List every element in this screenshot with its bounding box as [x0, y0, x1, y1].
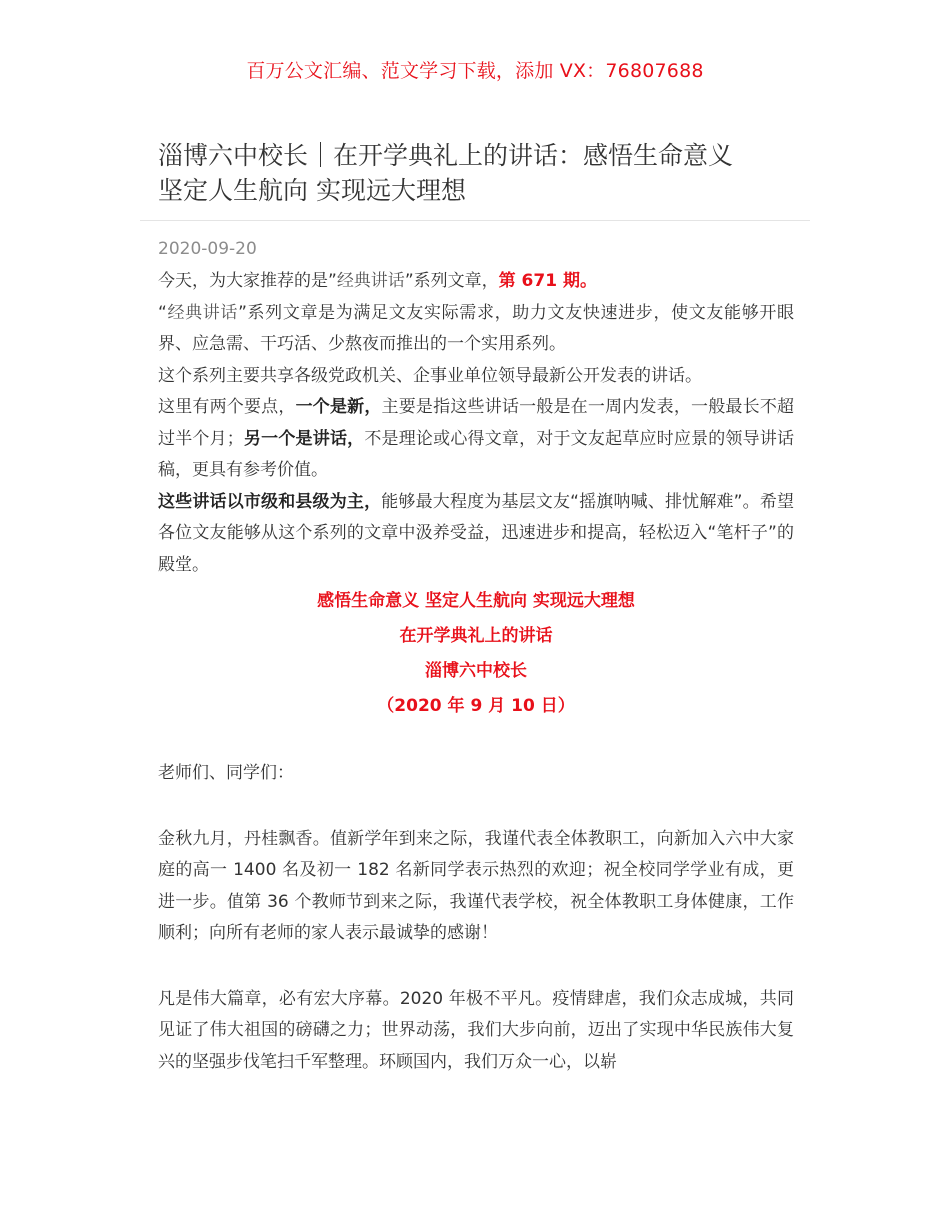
- intro-paragraph-5: [158, 487, 794, 582]
- issue-number: 第 671 期。: [498, 271, 597, 291]
- intro-p1-text-b: ”系列文章，: [404, 271, 499, 291]
- publish-date: 2020-09-20: [158, 239, 257, 259]
- speech-salutation: 老师们、同学们：: [158, 763, 294, 783]
- article-body: [158, 266, 794, 1078]
- article-title: [158, 138, 808, 208]
- intro-p2-text-b: ”系列文章是为满足文友实际需求，助力文友快速进步，使文友能够开眼界、应急需、干巧活、少熬夜而推出的一个实用系列。: [158, 302, 794, 354]
- spacer: [158, 790, 794, 824]
- intro-paragraph-3: 这个系列主要共享各级党政机关、企事业单位领导最新公开发表的讲话。: [158, 365, 702, 386]
- title-divider: [140, 220, 810, 221]
- series-name-2: 经典讲话: [166, 302, 239, 323]
- intro-p2-text-a: “: [158, 302, 167, 323]
- speech-occasion: 在开学典礼上的讲话: [399, 626, 553, 646]
- speech-heading: 感悟生命意义 坚定人生航向 实现远大理想: [317, 591, 635, 611]
- intro-paragraph-2: [158, 298, 794, 361]
- intro-p4-text-e: 不是理论或心得文章，对于文友起草应时应景的领导讲话稿，更具有参考价值。: [158, 428, 795, 480]
- intro-p4-text-c: 主要是指这些讲话一般是在一周内发表，一般最长不超过半个月；: [158, 397, 795, 449]
- promo-banner: 百万公文汇编、范文学习下载，添加 VX：76807688: [246, 60, 704, 82]
- intro-p5-bold: 这些讲话以市级和县级为主，: [158, 491, 382, 512]
- spacer: [158, 950, 794, 984]
- speech-paragraph-2: 凡是伟大篇章，必有宏大序幕。2020 年极不平凡。疫情肆虐，我们众志成城，共同见证了伟大祖国的磅礴之力；世界动荡，我们大步向前，迈出了实现中华民族伟大复兴的坚强步伐笔扫千军整理。环顾国内，我们万众一心，以崭: [158, 988, 794, 1072]
- speech-speaker: 淄博六中校长: [425, 661, 527, 681]
- intro-p4-bold-2: 另一个是讲话，: [243, 428, 365, 449]
- speech-date: （2020 年 9 月 10 日）: [377, 696, 575, 716]
- spacer: [158, 724, 794, 758]
- intro-p5-text: 能够最大程度为基层文友“摇旗呐喊、排忧解难”。希望各位文友能够从这个系列的文章中汲养受益，迅速进步和提高，轻松迈入“笔杆子”的殿堂。: [158, 491, 794, 575]
- article-title-line-2: 坚定人生航向 实现远大理想: [158, 176, 466, 205]
- intro-paragraph-1: [158, 266, 794, 298]
- article-title-line-1: 淄博六中校长｜在开学典礼上的讲话：感悟生命意义: [158, 141, 734, 170]
- intro-p1-text-a: 今天，为大家推荐的是”: [158, 271, 337, 291]
- speech-paragraph-1: 金秋九月，丹桂飘香。值新学年到来之际，我谨代表全体教职工，向新加入六中大家庭的高一 1400 名及初一 182 名新同学表示热烈的欢迎；祝全校同学学业有成，更进一步。值第 36 个教师节到来之际，我谨代表学校，祝全体教职工身体健康，工作顺利；向所有老师的家人表示最诚挚的感谢！: [158, 828, 794, 943]
- series-name: 经典讲话: [336, 271, 405, 291]
- intro-p4-bold-1: 一个是新，: [295, 397, 382, 417]
- intro-p4-text-a: 这里有两个要点，: [158, 397, 296, 417]
- intro-paragraph-4: [158, 392, 794, 487]
